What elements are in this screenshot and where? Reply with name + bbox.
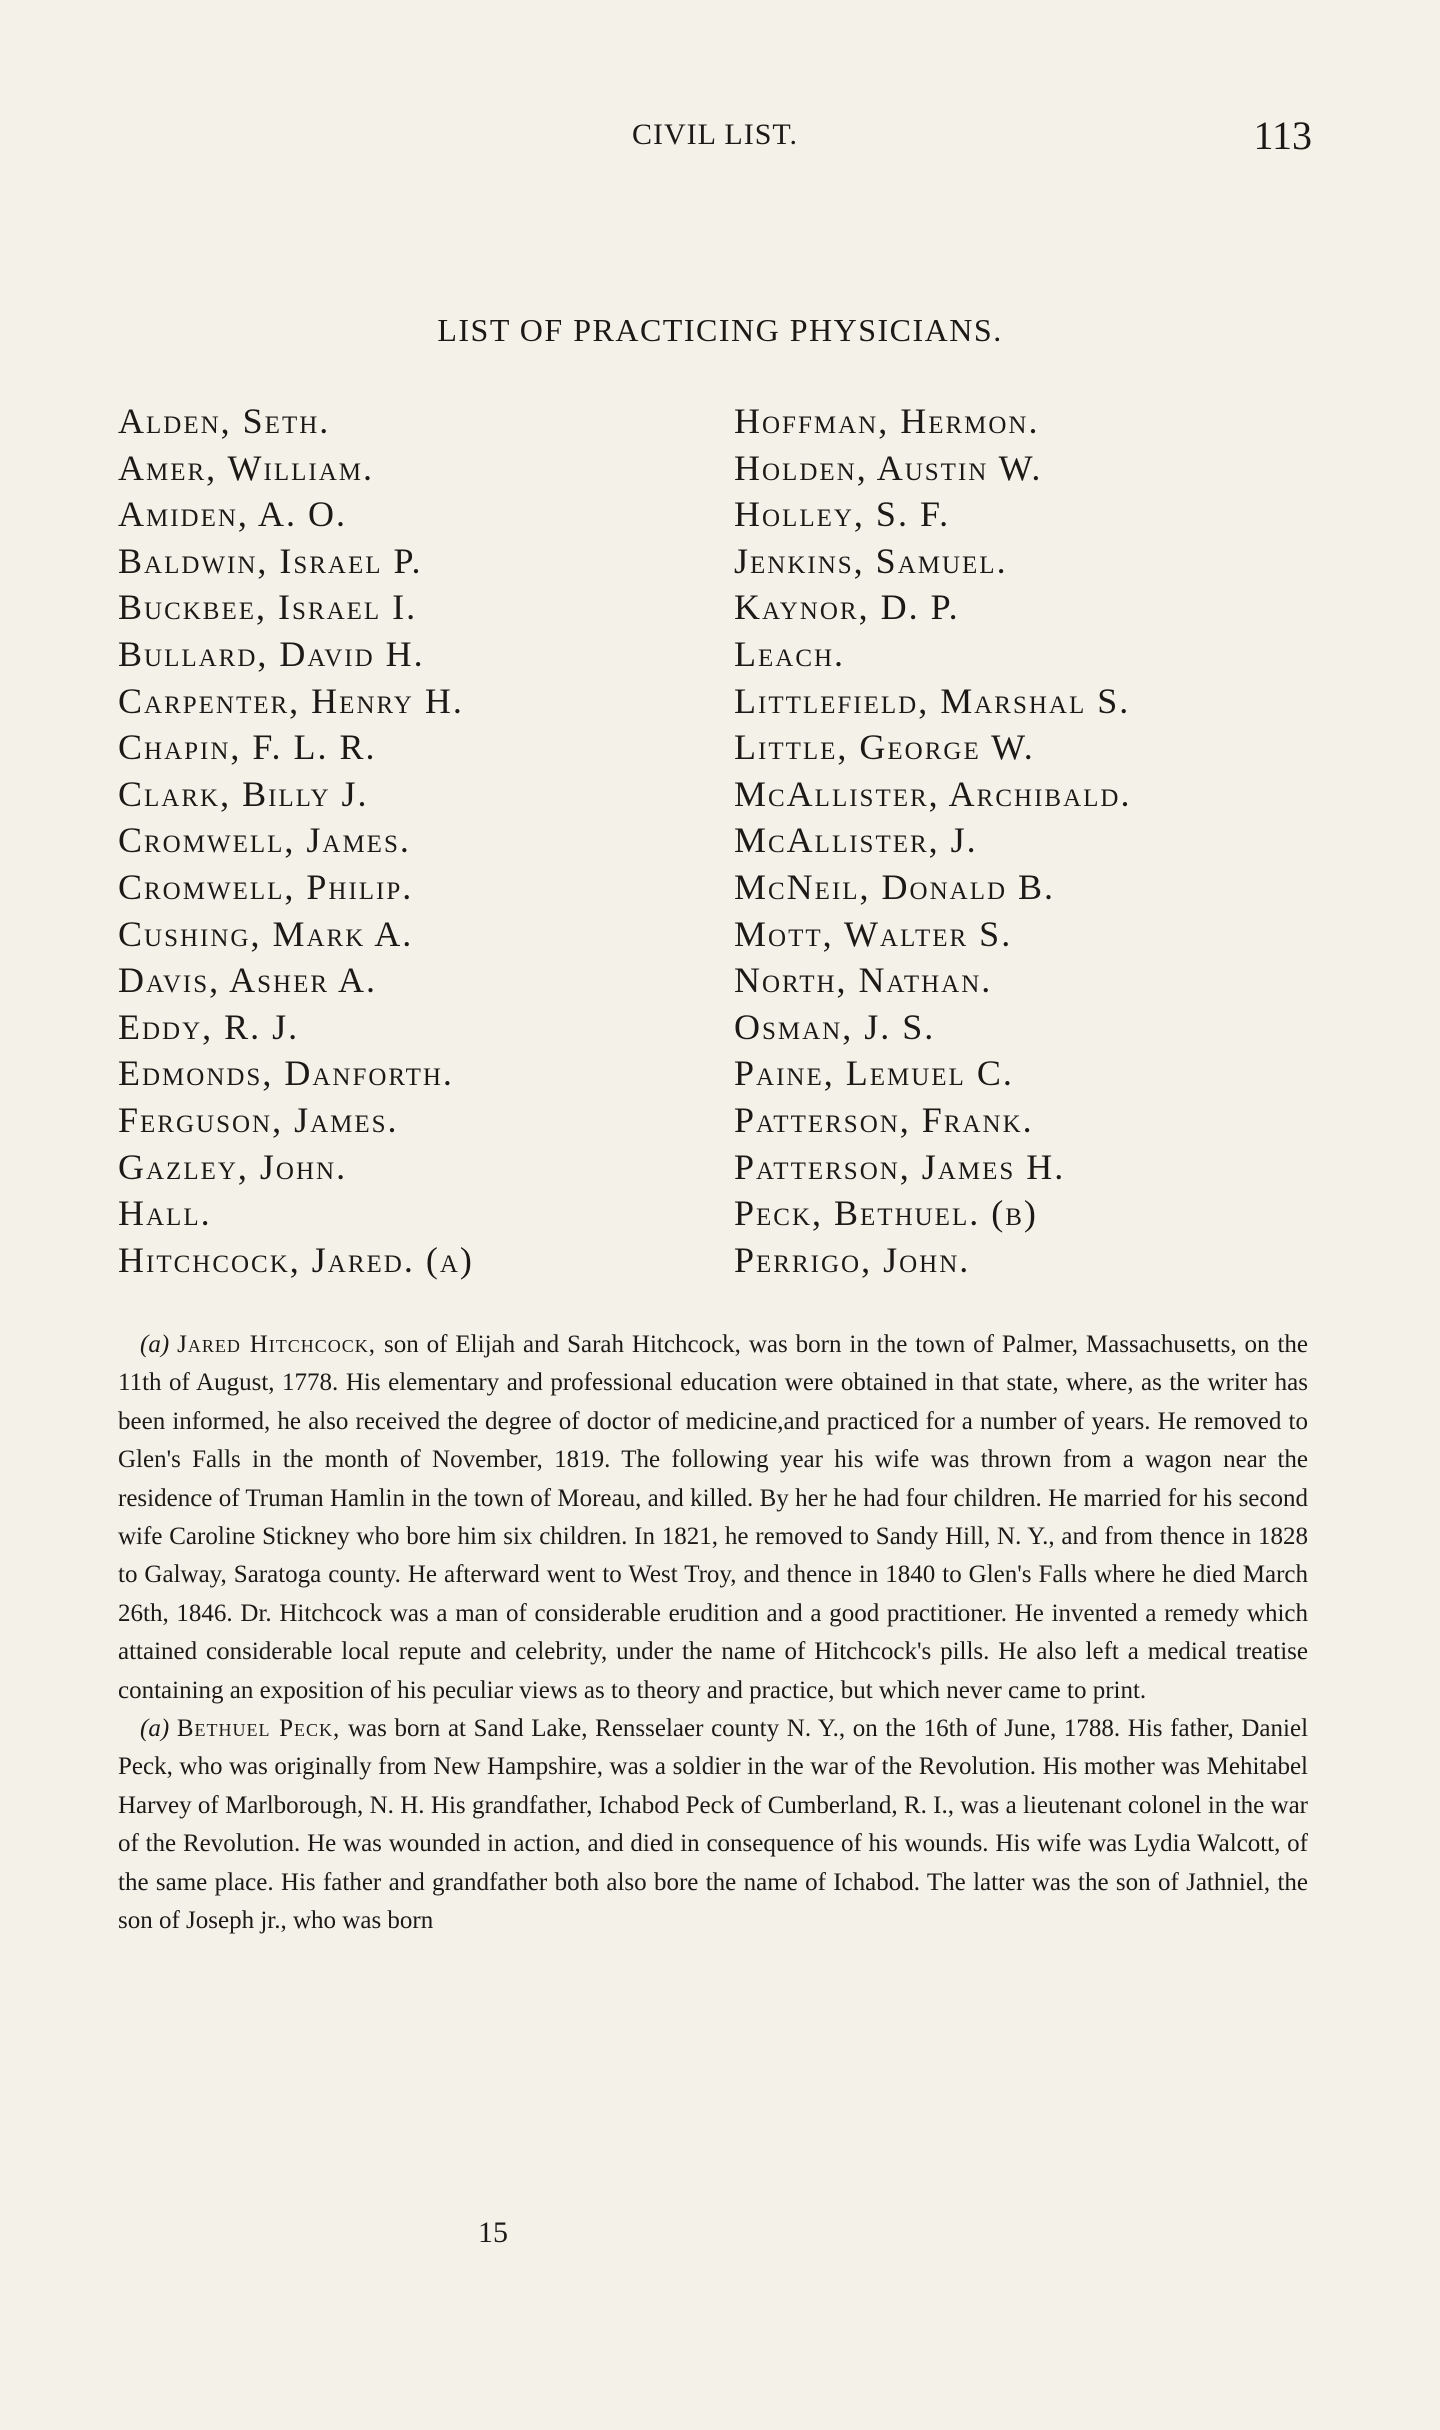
physician-name: Mott, Walter S.: [734, 913, 1013, 954]
footnote-text: was born at Sand Lake, Rensselaer county N. Y., on the 16th of June, 1788. His father, Daniel Peck, who was originally from New Hampshire, was a soldier in the war of the Revolution. His mother was Mehitabel Harvey of Marlborough, N. H. His grandfather, Ichabod Peck of Cumberland, R. I., was a lieutenant colonel in the war of the Revolution. He was wounded in action, and died in consequence of his wounds. His wife was Lydia Walcott, of the same place. His father and grandfather both also bore the name of Ichabod. The latter was the son of Jathniel, the son of Joseph jr., who was born: [118, 1715, 1309, 1935]
physician-name: Clark, Billy J.: [118, 773, 369, 814]
physician-name: McAllister, J.: [734, 820, 978, 861]
footnote-text: son of Elijah and Sarah Hitchcock, was born in the town of Palmer, Massachusetts, on the 11th of August, 1778. His elementary and professional education were obtained in that state, where, as the writer has been informed, he also received the degree of doctor of medicine,and practiced for a number of years. He removed to Glen's Falls in the month of November, 1819. The following year his wife was thrown from a wagon near the residence of Truman Hamlin in the town of Moreau, and killed. By her he had four children. He married for his second wife Caroline Stickney who bore him six children. In 1821, he removed to Sandy Hill, N. Y., and from thence in 1828 to Galway, Saratoga county. He afterward went to West Troy, and thence in 1840 to Glen's Falls where he died March 26th, 1846. Dr. Hitchcock was a man of considerable erudition and a good practitioner. He invented a remedy which attained considerable local repute and celebrity, under the name of Hitchcock's pills. He also left a medical treatise containing an exposition of his peculiar views as to theory and practice, but which never came to print.: [118, 1331, 1308, 1704]
physician-name: Perrigo, John.: [734, 1239, 971, 1280]
footnote-name: Bethuel Peck,: [176, 1715, 341, 1743]
physicians-left-column: [118, 398, 474, 1283]
physician-name: Patterson, James H.: [734, 1146, 1066, 1187]
footnote-marker: (a): [140, 1331, 170, 1358]
physician-name: Hitchcock, Jared. (a): [118, 1239, 474, 1280]
running-title: CIVIL LIST.: [632, 118, 798, 151]
physician-name: McAllister, Archibald.: [734, 773, 1132, 814]
physician-name: Gazley, John.: [118, 1146, 348, 1187]
list-title: LIST OF PRACTICING PHYSICIANS.: [437, 312, 1003, 348]
physician-name: Patterson, Frank.: [734, 1099, 1034, 1140]
physician-name: Buckbee, Israel I.: [118, 587, 418, 628]
page-header: [118, 112, 1312, 162]
physician-name: Hall.: [118, 1193, 212, 1234]
physician-name: Kaynor, D. P.: [734, 587, 960, 628]
physician-name: Bullard, David H.: [118, 633, 425, 674]
physician-name: Ferguson, James.: [118, 1099, 399, 1140]
physician-name: Peck, Bethuel. (b): [734, 1193, 1038, 1234]
page-number: 113: [1253, 113, 1312, 158]
physician-name: Chapin, F. L. R.: [118, 727, 377, 768]
physician-name: Holley, S. F.: [734, 494, 951, 535]
physician-name: Carpenter, Henry H.: [118, 680, 464, 721]
physician-name: Littlefield, Marshal S.: [734, 680, 1131, 721]
physician-name: Holden, Austin W.: [734, 447, 1043, 488]
physician-name: Jenkins, Samuel.: [734, 540, 1008, 581]
footnote-name: Jared Hitchcock,: [177, 1331, 377, 1358]
physician-name: Paine, Lemuel C.: [734, 1053, 1014, 1094]
physician-name: Amer, William.: [118, 447, 374, 488]
physician-name: Osman, J. S.: [734, 1006, 936, 1047]
physician-name: Amiden, A. O.: [118, 494, 347, 535]
physician-name: Cromwell, James.: [118, 820, 411, 861]
physician-name: Leach.: [734, 633, 846, 674]
signature-mark: 15: [478, 2216, 508, 2249]
physician-name: Edmonds, Danforth.: [118, 1053, 454, 1094]
footnote-peck: [118, 1710, 1308, 1940]
physician-name: Hoffman, Hermon.: [734, 401, 1040, 441]
physician-name: Alden, Seth.: [118, 401, 331, 441]
physician-name: North, Nathan.: [734, 960, 993, 1001]
footnotes: [118, 1326, 1308, 1941]
physician-name: Baldwin, Israel P.: [118, 540, 423, 581]
footnote-hitchcock: [118, 1326, 1308, 1710]
physician-name: Cushing, Mark A.: [118, 913, 414, 954]
physician-name: Eddy, R. J.: [118, 1006, 300, 1047]
physician-name: Cromwell, Philip.: [118, 866, 414, 907]
physician-name: McNeil, Donald B.: [734, 866, 1056, 907]
footnote-marker: (a): [140, 1715, 170, 1743]
physicians-right-column: [734, 398, 1131, 1283]
physician-name: Davis, Asher A.: [118, 960, 378, 1001]
physician-name: Little, George W.: [734, 727, 1035, 768]
